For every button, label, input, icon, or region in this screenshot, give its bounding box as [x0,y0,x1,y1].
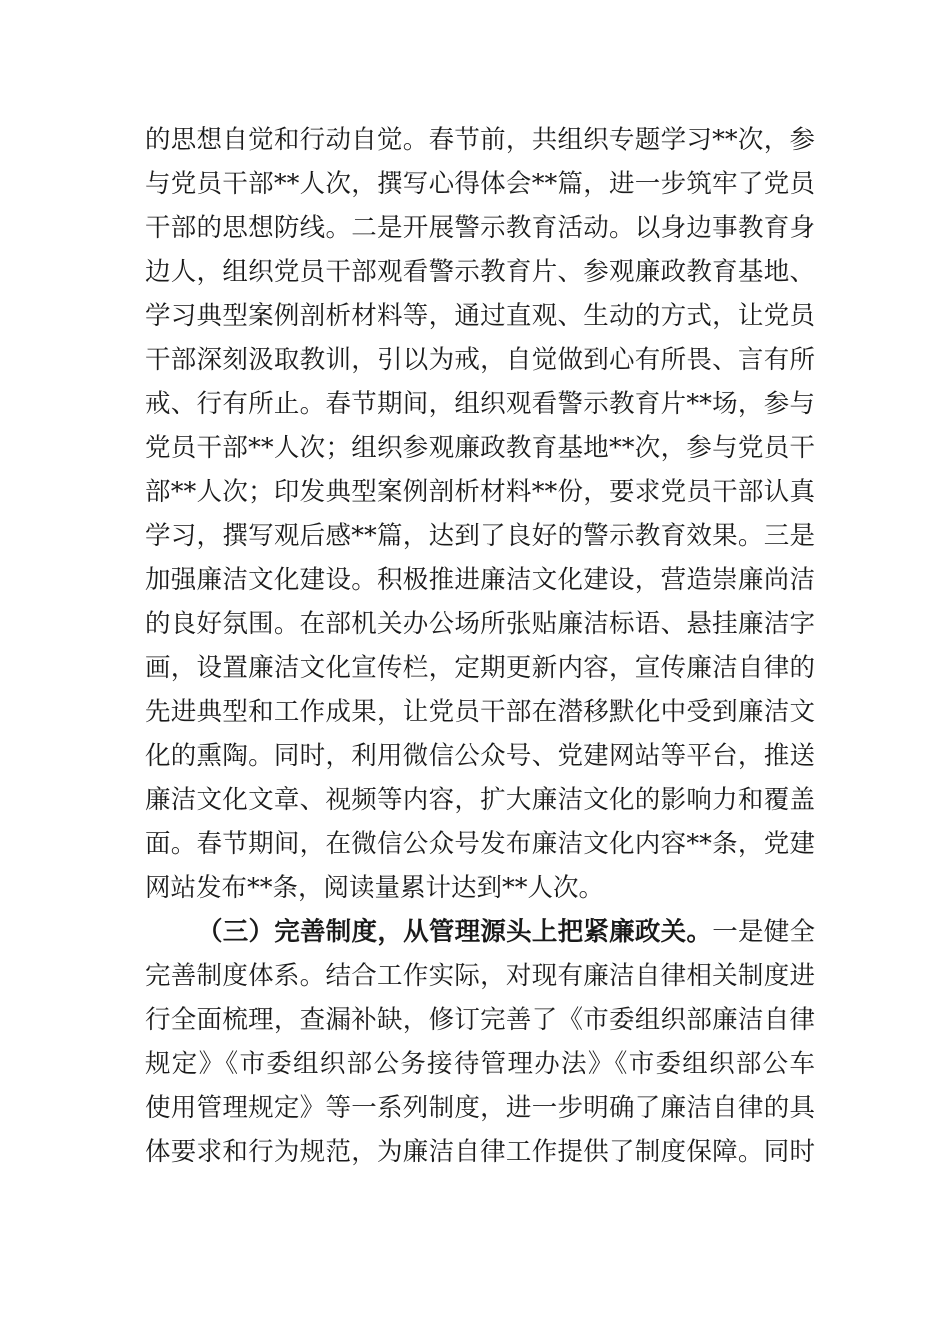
paragraph-1-line-16: 廉洁文化文章、视频等内容，扩大廉洁文化的影响力和覆盖 [145,785,815,815]
paragraph-1-line-4: 边人，组织党员干部观看警示教育片、参观廉政教育基地、 [145,257,815,287]
paragraph-2 [145,910,815,1174]
paragraph-1-line-7: 戒、行有所止。春节期间，组织观看警示教育片**场，参与 [145,389,815,419]
paragraph-1-line-6: 干部深刻汲取教训，引以为戒，自觉做到心有所畏、言有所 [145,345,815,375]
paragraph-1-line-11: 加强廉洁文化建设。积极推进廉洁文化建设，营造崇廉尚洁 [145,565,815,595]
paragraph-1 [145,118,815,910]
paragraph-1-line-14: 先进典型和工作成果，让党员干部在潜移默化中受到廉洁文 [145,697,815,727]
document-body [145,118,815,1174]
paragraph-2-line-5: 使用管理规定》等一系列制度，进一步明确了廉洁自律的具 [145,1093,815,1123]
paragraph-1-line-3: 干部的思想防线。二是开展警示教育活动。以身边事教育身 [145,213,815,243]
paragraph-1-line-8: 党员干部**人次；组织参观廉政教育基地**次，参与党员干 [145,433,815,463]
section-heading: （三）完善制度，从管理源头上把紧廉政关。 [197,917,713,947]
paragraph-1-line-1: 的思想自觉和行动自觉。春节前，共组织专题学习**次，参 [145,125,815,155]
paragraph-1-line-18: 网站发布**条，阅读量累计达到**人次。 [145,873,605,903]
paragraph-1-line-13: 画，设置廉洁文化宣传栏，定期更新内容，宣传廉洁自律的 [145,653,815,683]
paragraph-2-line-2: 完善制度体系。结合工作实际，对现有廉洁自律相关制度进 [145,961,815,991]
paragraph-1-line-5: 学习典型案例剖析材料等，通过直观、生动的方式，让党员 [145,301,815,331]
paragraph-1-line-15: 化的熏陶。同时，利用微信公众号、党建网站等平台，推送 [145,741,815,771]
paragraph-1-line-12: 的良好氛围。在部机关办公场所张贴廉洁标语、悬挂廉洁字 [145,609,815,639]
paragraph-1-line-2: 与党员干部**人次，撰写心得体会**篇，进一步筑牢了党员 [145,169,815,199]
paragraph-1-line-9: 部**人次；印发典型案例剖析材料**份，要求党员干部认真 [145,477,815,507]
paragraph-2-line-3: 行全面梳理，查漏补缺，修订完善了《市委组织部廉洁自律 [145,1005,815,1035]
paragraph-2-line-1 [145,910,815,954]
paragraph-2-line-4: 规定》《市委组织部公务接待管理办法》《市委组织部公车 [145,1049,815,1079]
paragraph-1-line-10: 学习，撰写观后感**篇，达到了良好的警示教育效果。三是 [145,521,815,551]
paragraph-2-line-1-rest: 一是健全 [712,917,815,947]
paragraph-2-line-6: 体要求和行为规范，为廉洁自律工作提供了制度保障。同时 [145,1137,815,1167]
paragraph-1-line-17: 面。春节期间，在微信公众号发布廉洁文化内容**条，党建 [145,829,815,859]
